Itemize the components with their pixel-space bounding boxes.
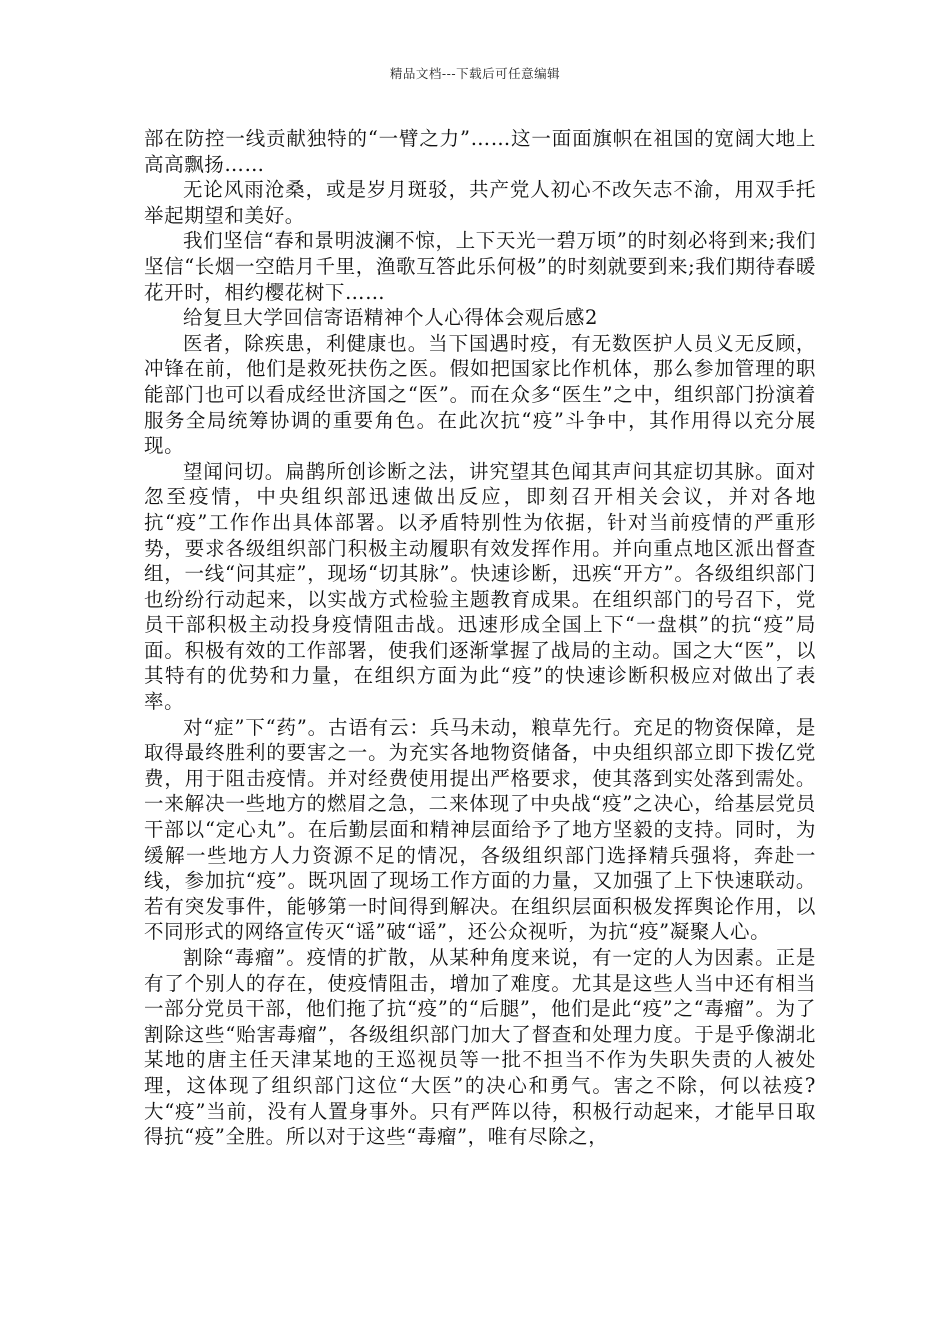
paragraph: 部在防控一线贡献独特的“一臂之力”……这一面面旗帜在祖国的宽阔大地上高高飘扬……	[144, 127, 816, 176]
document-body	[144, 126, 816, 1150]
paragraph: 望闻问切。扁鹊所创诊断之法，讲究望其色闻其声问其症切其脉。面对忽至疫情，中央组织部迅速做出反应，即刻召开相关会议，并对各地抗“疫”工作作出具体部署。以矛盾特别性为依据，针对当前疫情的严重形势，要求各级组织部门积极主动履职有效发挥作用。并向重点地区派出督查组，一线“问其症”，现场“切其脉”。快速诊断，迅疾“开方”。各级组织部门也纷纷行动起来，以实战方式检验主题教育成果。在组织部门的号召下，党员干部积极主动投身疫情阻击战。迅速形成全国上下“一盘棋”的抗“疫”局面。积极有效的工作部署，使我们逐渐掌握了战局的主动。国之大“医”，以其特有的优势和力量，在组织方面为此“疫”的快速诊断积极应对做出了表率。	[144, 459, 816, 714]
page-header: 精品文档---下载后可任意编辑	[389, 66, 561, 81]
section-title: 给复旦大学回信寄语精神个人心得体会观后感2	[183, 306, 599, 330]
paragraph: 割除“毒瘤”。疫情的扩散，从某种角度来说，有一定的人为因素。正是有了个别人的存在，使疫情阻击，增加了难度。尤其是这些人当中还有相当一部分党员干部，他们拖了抗“疫”的“后腿”，他们是此“疫”之“毒瘤”。为了割除这些“贻害毒瘤”，各级组织部门加大了督查和处理力度。于是乎像湖北某地的唐主任天津某地的王巡视员等一批不担当不作为失职失责的人被处理，这体现了组织部门这位“大医”的决心和勇气。害之不除，何以祛疫?大“疫”当前，没有人置身事外。只有严阵以待，积极行动起来，才能早日取得抗“疫”全胜。所以对于这些“毒瘤”，唯有尽除之，	[144, 946, 816, 1149]
paragraph: 对“症”下“药”。古语有云：兵马未动，粮草先行。充足的物资保障，是取得最终胜利的要害之一。为充实各地物资储备，中央组织部立即下拨亿党费，用于阻击疫情。并对经费使用提出严格要求，使其落到实处落到需处。一来解决一些地方的燃眉之急，二来体现了中央战“疫”之决心，给基层党员干部以“定心丸”。在后勤层面和精神层面给予了地方坚毅的支持。同时，为缓解一些地方人力资源不足的情况，各级组织部门选择精兵强将，奔赴一线，参加抗“疫”。既巩固了现场工作方面的力量，又加强了上下快速联动。若有突发事件，能够第一时间得到解决。在组织层面积极发挥舆论作用，以不同形式的网络宣传灭“谣”破“谣”，还公众视听，为抗“疫”凝聚人心。	[144, 715, 816, 944]
paragraph: 我们坚信“春和景明波澜不惊，上下天光一碧万顷”的时刻必将到来;我们坚信“长烟一空皓月千里，渔歌互答此乐何极”的时刻就要到来;我们期待春暖花开时，相约樱花树下……	[144, 229, 816, 304]
paragraph: 医者，除疾患，利健康也。当下国遇时疫，有无数医护人员义无反顾，冲锋在前，他们是救死扶伤之医。假如把国家比作机体，那么参加管理的职能部门也可以看成经世济国之“医”。而在众多“医生”之中，组织部门扮演着服务全局统筹协调的重要角色。在此次抗“疫”斗争中，其作用得以充分展现。	[144, 331, 816, 458]
paragraph: 无论风雨沧桑，或是岁月斑驳，共产党人初心不改矢志不渝，用双手托举起期望和美好。	[144, 178, 816, 227]
